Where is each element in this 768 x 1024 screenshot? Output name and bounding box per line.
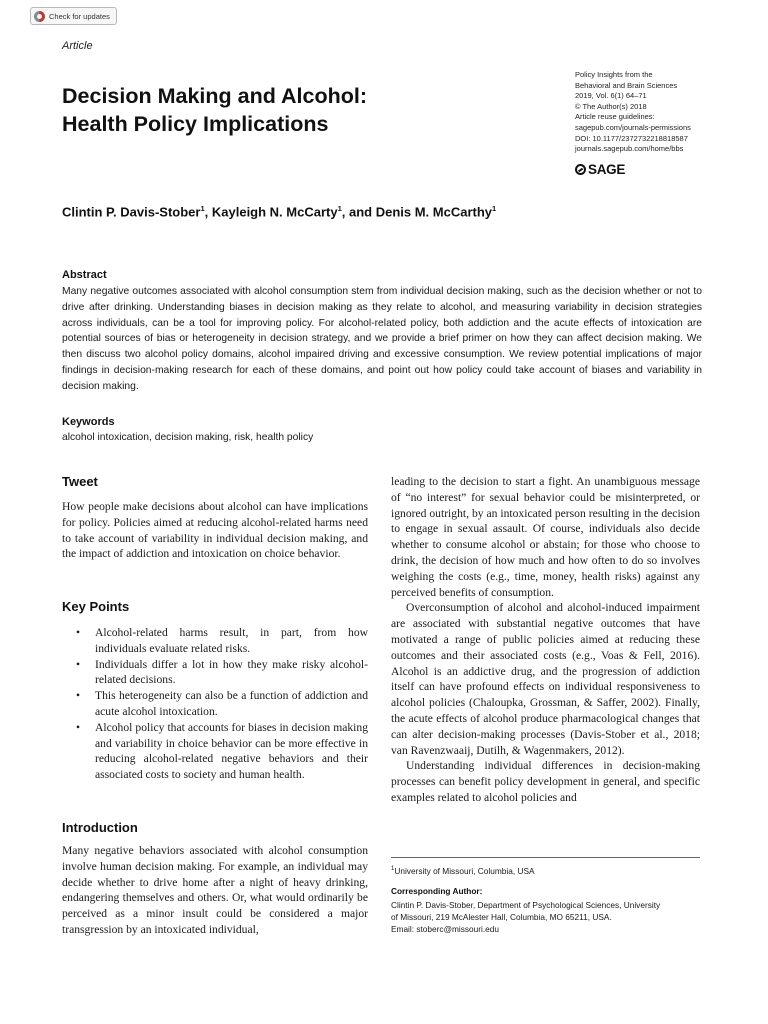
author-name: Denis M. McCarthy [375,204,493,220]
sage-logo-text: SAGE [588,162,626,177]
tweet-heading: Tweet [62,474,98,489]
author-affiliation-mark: 1 [200,204,205,213]
sage-mark-icon [575,164,586,175]
abstract-text: Many negative outcomes associated with alcohol consumption stem from individual decision making, such as the decision whether or not to drive after drinking. Understanding biases in decision making as they relate to alcohol, and measuring variability in decision strategies across individuals, can be a tool for improving policy. For alcohol-related policy, both addiction and the acute effects of intoxication are potential sources of bias or heterogeneity in decision strategy, and we provide a brief primer on how they can affect decision making. We then discuss two alcohol policy domains, alcohol impaired driving and excessive consumption. We review potential implications of major findings in decision-making research for each of these domains, and point out how policy could take account of biases and variability in decision making. [62,286,702,392]
doi-link[interactable]: DOI: 10.1177/2372732218818587 [575,133,688,143]
journal-volume: 2019, Vol. 6(1) 64–71 [575,91,647,101]
journal-name-line-1: Policy Insights from the [575,70,653,79]
journal-metadata [575,70,760,155]
paper-title-line-1: Decision Making and Alcohol: [62,84,368,108]
key-point-text: This heterogeneity can also be a function of addiction and acute alcohol intoxication. [95,689,368,718]
author-name: Kayleigh N. McCarty [211,204,338,220]
list-item [62,720,368,783]
key-points-heading: Key Points [62,599,130,614]
list-item [62,625,368,657]
author-separator: , [204,204,212,220]
affiliation-text: University of Missouri, Columbia, USA [394,866,535,876]
footnote-divider [391,857,700,858]
corresponding-author-line: Clintin P. Davis-Stober, Department of Psychological Sciences, University [391,900,661,910]
key-point-text: Individuals differ a lot in how they make risky alcohol-related decisions. [95,657,368,687]
introduction-text: Many negative behaviors associated with alcohol consumption involve human decision making. For example, an individual may decide whether to drive home after a night of heavy drinking, endangering themselves and others. Or, what would ordinarily be perceived as a minor insult could be considered a major transgression by an intoxicated individual, [62,844,368,936]
paper-title-line-2: Health Policy Implications [62,112,329,136]
introduction-heading: Introduction [62,820,138,835]
keywords-text: alcohol intoxication, decision making, risk, health policy [62,432,314,443]
bullet-icon: • [76,657,81,671]
abstract-heading: Abstract [62,269,107,281]
reuse-guidelines-label: Article reuse guidelines: [575,112,655,122]
permissions-link[interactable]: sagepub.com/journals-permissions [575,122,691,132]
list-item [62,657,368,689]
affiliation-footnote [391,866,535,876]
check-for-updates-label: Check for updates [49,11,110,21]
body-paragraph: Understanding individual differences in decision-making processes can benefit policy development in general, and specific examples related to alcohol policies and [391,759,700,804]
article-type-label: Article [62,40,93,52]
author-list [62,204,496,219]
author-separator: , and [341,204,376,220]
journal-name-line-2: Behavioral and Brain Sciences [575,80,678,90]
corresponding-author-line: of Missouri, 219 McAlester Hall, Columbia, MO 65211, USA. [391,912,612,923]
sage-logo [575,162,625,177]
bullet-icon: • [76,689,81,703]
key-points-list [62,625,368,783]
bullet-icon: • [76,626,81,639]
corresponding-author-email[interactable]: Email: stoberc@missouri.edu [391,924,500,935]
author-name: Clintin P. Davis-Stober [62,204,201,220]
key-point-text: Alcohol-related harms result, in part, from how individuals evaluate related risks. [95,626,368,655]
author-affiliation-mark: 1 [337,204,342,213]
check-for-updates-button[interactable] [30,7,117,25]
corresponding-author-heading: Corresponding Author: [391,886,483,896]
paper-title [62,82,522,138]
key-point-text: Alcohol policy that accounts for biases in decision making and variability in choice behavior can be more effective in reducing alcohol-related negative behaviors and their associated costs to society and human health. [95,720,368,782]
corresponding-author-details [391,899,701,936]
list-item [62,688,368,720]
affiliation-mark: 1 [391,866,395,873]
right-column-body [391,474,700,806]
body-paragraph: Overconsumption of alcohol and alcohol-induced impairment are associated with substantial negative outcomes that have motivated a range of public policies aimed at reducing these outcomes and their associated costs (e.g., Voas & Fell, 2016). Alcohol is an addictive drug, and the progression of addiction itself can have profound effects on individual responsiveness to alcohol policies (Chaloupka, Grossman, & Saffer, 2002). Finally, the acute effects of alcohol produce pharmacological changes that can alter decision-making processes (Davis-Stober et al., 2018; van Ravenzwaaij, Dutilh, & Wagenmakers, 2012). [391,601,700,757]
tweet-text: How people make decisions about alcohol can have implications for policy. Policies aimed at reducing alcohol-related harms need to take account of variability in individual decision making, and the impact of addiction and intoxication on choice behavior. [62,500,368,561]
body-paragraph: leading to the decision to start a fight. An unambiguous message of “no interest” for sexual behavior could be misinterpreted, or ignored outright, by an intoxicated person resulting in the decision to engage in sexual assault. Of course, individuals also decide whether to consume alcohol or abstain; for those who choose to drink, the decision of how much and how often to do so involves weighing the costs (e.g., time, money, health risks) against any perceived benefits of consumption. [391,475,700,599]
bullet-icon: • [76,720,81,734]
copyright: © The Author(s) 2018 [575,101,647,111]
author-affiliation-mark: 1 [492,204,497,213]
crossmark-icon [34,11,45,22]
keywords-heading: Keywords [62,416,115,428]
journal-homepage-link[interactable]: journals.sagepub.com/home/bbs [575,144,684,154]
